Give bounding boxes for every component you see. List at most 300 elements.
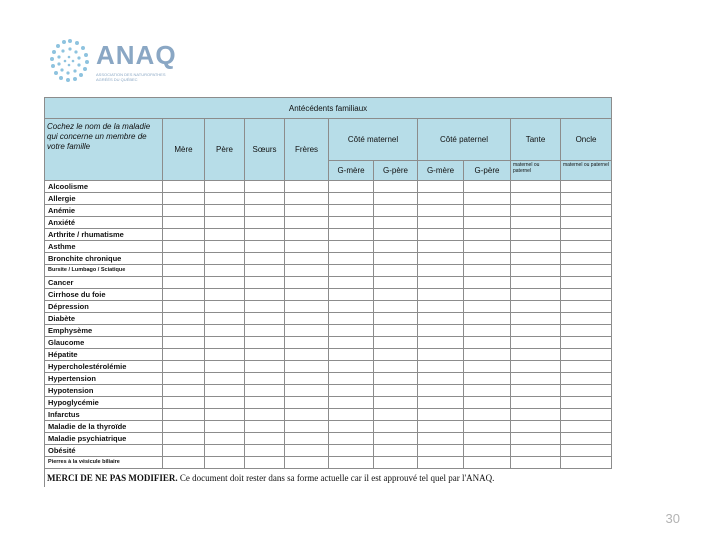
checkbox-cell[interactable] [205, 409, 245, 421]
checkbox-cell[interactable] [329, 361, 374, 373]
checkbox-cell[interactable] [245, 409, 285, 421]
checkbox-cell[interactable] [329, 397, 374, 409]
checkbox-cell[interactable] [418, 361, 464, 373]
condition-label: Hypertension [45, 373, 163, 385]
checkbox-cell[interactable] [464, 361, 511, 373]
checkbox-cell[interactable] [205, 397, 245, 409]
family-history-table [44, 97, 612, 487]
checkbox-cell[interactable] [464, 181, 511, 193]
checkbox-cell[interactable] [329, 241, 374, 253]
table-row [45, 193, 612, 205]
table-title: Antécédents familiaux [45, 98, 612, 119]
checkbox-cell[interactable] [245, 301, 285, 313]
checkbox-cell[interactable] [511, 217, 561, 229]
checkbox-cell[interactable] [418, 277, 464, 289]
checkbox-cell[interactable] [205, 325, 245, 337]
checkbox-cell[interactable] [205, 205, 245, 217]
checkbox-cell[interactable] [418, 265, 464, 277]
checkbox-cell[interactable] [561, 445, 612, 457]
condition-label: Cirrhose du foie [45, 289, 163, 301]
table-row [45, 217, 612, 229]
table-row [45, 349, 612, 361]
checkbox-cell[interactable] [561, 421, 612, 433]
checkbox-cell[interactable] [511, 445, 561, 457]
checkbox-cell[interactable] [418, 181, 464, 193]
checkbox-cell[interactable] [374, 445, 418, 457]
checkbox-cell[interactable] [561, 361, 612, 373]
checkbox-cell[interactable] [163, 253, 205, 265]
checkbox-cell[interactable] [464, 373, 511, 385]
checkbox-cell[interactable] [163, 373, 205, 385]
checkbox-cell[interactable] [511, 373, 561, 385]
checkbox-cell[interactable] [374, 253, 418, 265]
condition-label: Hypotension [45, 385, 163, 397]
checkbox-cell[interactable] [464, 337, 511, 349]
table-row [45, 241, 612, 253]
checkbox-cell[interactable] [561, 397, 612, 409]
checkbox-cell[interactable] [205, 445, 245, 457]
checkbox-cell[interactable] [245, 217, 285, 229]
checkbox-cell[interactable] [418, 325, 464, 337]
checkbox-cell[interactable] [285, 397, 329, 409]
checkbox-cell[interactable] [464, 349, 511, 361]
table-row [45, 409, 612, 421]
checkbox-cell[interactable] [418, 385, 464, 397]
checkbox-cell[interactable] [374, 397, 418, 409]
checkbox-cell[interactable] [511, 385, 561, 397]
checkbox-cell[interactable] [511, 289, 561, 301]
checkbox-cell[interactable] [418, 241, 464, 253]
checkbox-cell[interactable] [163, 217, 205, 229]
checkbox-cell[interactable] [561, 217, 612, 229]
checkbox-cell[interactable] [418, 397, 464, 409]
checkbox-cell[interactable] [285, 349, 329, 361]
checkbox-cell[interactable] [205, 217, 245, 229]
checkbox-cell[interactable] [511, 409, 561, 421]
checkbox-cell[interactable] [245, 433, 285, 445]
checkbox-cell[interactable] [285, 229, 329, 241]
condition-label: Maladie psychiatrique [45, 433, 163, 445]
col-soeurs: Sœurs [245, 119, 285, 181]
table-row [45, 181, 612, 193]
checkbox-cell[interactable] [511, 313, 561, 325]
checkbox-cell[interactable] [464, 253, 511, 265]
checkbox-cell[interactable] [245, 253, 285, 265]
checkbox-cell[interactable] [205, 289, 245, 301]
condition-label: Infarctus [45, 409, 163, 421]
table-row [45, 421, 612, 433]
checkbox-cell[interactable] [329, 289, 374, 301]
col-gpere-maternel: G-père [374, 161, 418, 181]
checkbox-cell[interactable] [329, 181, 374, 193]
checkbox-cell[interactable] [329, 229, 374, 241]
checkbox-cell[interactable] [245, 205, 285, 217]
checkbox-cell[interactable] [245, 397, 285, 409]
checkbox-cell[interactable] [561, 229, 612, 241]
checkbox-cell[interactable] [245, 457, 285, 469]
table-row [45, 325, 612, 337]
checkbox-cell[interactable] [374, 289, 418, 301]
checkbox-cell[interactable] [329, 373, 374, 385]
checkbox-cell[interactable] [511, 457, 561, 469]
checkbox-cell[interactable] [163, 205, 205, 217]
checkbox-cell[interactable] [561, 241, 612, 253]
checkbox-cell[interactable] [245, 241, 285, 253]
checkbox-cell[interactable] [418, 409, 464, 421]
checkbox-cell[interactable] [163, 289, 205, 301]
checkbox-cell[interactable] [245, 181, 285, 193]
checkbox-cell[interactable] [464, 265, 511, 277]
table-row [45, 289, 612, 301]
checkbox-cell[interactable] [163, 277, 205, 289]
checkbox-cell[interactable] [163, 421, 205, 433]
checkbox-cell[interactable] [285, 193, 329, 205]
checkbox-cell[interactable] [511, 397, 561, 409]
checkbox-cell[interactable] [285, 289, 329, 301]
checkbox-cell[interactable] [374, 409, 418, 421]
checkbox-cell[interactable] [464, 205, 511, 217]
condition-label: Cancer [45, 277, 163, 289]
condition-label: Diabète [45, 313, 163, 325]
checkbox-cell[interactable] [374, 181, 418, 193]
checkbox-cell[interactable] [245, 325, 285, 337]
checkbox-cell[interactable] [329, 265, 374, 277]
checkbox-cell[interactable] [561, 289, 612, 301]
checkbox-cell[interactable] [205, 349, 245, 361]
checkbox-cell[interactable] [285, 445, 329, 457]
checkbox-cell[interactable] [561, 385, 612, 397]
checkbox-cell[interactable] [205, 457, 245, 469]
col-mere: Mère [163, 119, 205, 181]
checkbox-cell[interactable] [329, 421, 374, 433]
checkbox-cell[interactable] [511, 241, 561, 253]
checkbox-cell[interactable] [561, 457, 612, 469]
checkbox-cell[interactable] [245, 193, 285, 205]
checkbox-cell[interactable] [329, 325, 374, 337]
table-row [45, 433, 612, 445]
checkbox-cell[interactable] [205, 337, 245, 349]
checkbox-cell[interactable] [285, 409, 329, 421]
checkbox-cell[interactable] [285, 337, 329, 349]
checkbox-cell[interactable] [511, 325, 561, 337]
checkbox-cell[interactable] [245, 313, 285, 325]
checkbox-cell[interactable] [205, 421, 245, 433]
checkbox-cell[interactable] [285, 217, 329, 229]
checkbox-cell[interactable] [285, 277, 329, 289]
oncle-note: maternel ou paternel [561, 161, 612, 181]
checkbox-cell[interactable] [418, 217, 464, 229]
checkbox-cell[interactable] [561, 325, 612, 337]
checkbox-cell[interactable] [511, 253, 561, 265]
table-row [45, 457, 612, 469]
checkbox-cell[interactable] [418, 313, 464, 325]
checkbox-cell[interactable] [285, 433, 329, 445]
checkbox-cell[interactable] [245, 421, 285, 433]
checkbox-cell[interactable] [561, 205, 612, 217]
checkbox-cell[interactable] [285, 421, 329, 433]
checkbox-cell[interactable] [285, 457, 329, 469]
checkbox-cell[interactable] [163, 181, 205, 193]
checkbox-cell[interactable] [374, 373, 418, 385]
checkbox-cell[interactable] [464, 421, 511, 433]
checkbox-cell[interactable] [561, 253, 612, 265]
checkbox-cell[interactable] [464, 289, 511, 301]
checkbox-cell[interactable] [374, 229, 418, 241]
checkbox-cell[interactable] [464, 277, 511, 289]
condition-label: Allergie [45, 193, 163, 205]
checkbox-cell[interactable] [418, 193, 464, 205]
checkbox-cell[interactable] [163, 229, 205, 241]
col-pere: Père [205, 119, 245, 181]
checkbox-cell[interactable] [329, 385, 374, 397]
table-row [45, 253, 612, 265]
checkbox-cell[interactable] [285, 241, 329, 253]
anaq-logo [46, 36, 177, 88]
table-row [45, 265, 612, 277]
col-gmere-paternel: G-mère [418, 161, 464, 181]
checkbox-cell[interactable] [205, 301, 245, 313]
checkbox-cell[interactable] [418, 229, 464, 241]
checkbox-cell[interactable] [163, 313, 205, 325]
checkbox-cell[interactable] [511, 229, 561, 241]
checkbox-cell[interactable] [374, 313, 418, 325]
checkbox-cell[interactable] [285, 385, 329, 397]
checkbox-cell[interactable] [205, 241, 245, 253]
checkbox-cell[interactable] [205, 385, 245, 397]
checkbox-cell[interactable] [163, 265, 205, 277]
checkbox-cell[interactable] [374, 241, 418, 253]
checkbox-cell[interactable] [205, 313, 245, 325]
table-row [45, 361, 612, 373]
checkbox-cell[interactable] [285, 205, 329, 217]
checkbox-cell[interactable] [163, 349, 205, 361]
checkbox-cell[interactable] [374, 433, 418, 445]
checkbox-cell[interactable] [163, 445, 205, 457]
checkbox-cell[interactable] [464, 409, 511, 421]
checkbox-cell[interactable] [511, 205, 561, 217]
checkbox-cell[interactable] [464, 193, 511, 205]
checkbox-cell[interactable] [374, 205, 418, 217]
condition-label: Anxiété [45, 217, 163, 229]
checkbox-cell[interactable] [374, 385, 418, 397]
checkbox-cell[interactable] [329, 433, 374, 445]
condition-label: Hypoglycémie [45, 397, 163, 409]
checkbox-cell[interactable] [374, 217, 418, 229]
checkbox-cell[interactable] [418, 253, 464, 265]
checkbox-cell[interactable] [374, 265, 418, 277]
checkbox-cell[interactable] [561, 181, 612, 193]
checkbox-cell[interactable] [464, 229, 511, 241]
checkbox-cell[interactable] [245, 289, 285, 301]
checkbox-cell[interactable] [418, 337, 464, 349]
table-row [45, 301, 612, 313]
checkbox-cell[interactable] [163, 397, 205, 409]
checkbox-cell[interactable] [205, 433, 245, 445]
checkbox-cell[interactable] [464, 457, 511, 469]
condition-label: Glaucome [45, 337, 163, 349]
checkbox-cell[interactable] [464, 325, 511, 337]
logo-subtitle: ASSOCIATION DES NATUROPATHES AGRÉÉS DU QUÉBEC [96, 72, 166, 82]
checkbox-cell[interactable] [464, 241, 511, 253]
checkbox-cell[interactable] [329, 301, 374, 313]
condition-label: Pierres à la vésicule biliaire [45, 457, 163, 469]
instruction-text: Cochez le nom de la maladie qui concerne un membre de votre famille [45, 119, 163, 181]
condition-label: Hépatite [45, 349, 163, 361]
checkbox-cell[interactable] [374, 325, 418, 337]
checkbox-cell[interactable] [561, 313, 612, 325]
checkbox-cell[interactable] [205, 373, 245, 385]
checkbox-cell[interactable] [511, 433, 561, 445]
checkbox-cell[interactable] [511, 301, 561, 313]
checkbox-cell[interactable] [464, 385, 511, 397]
checkbox-cell[interactable] [163, 409, 205, 421]
checkbox-cell[interactable] [561, 349, 612, 361]
checkbox-cell[interactable] [285, 301, 329, 313]
checkbox-cell[interactable] [205, 193, 245, 205]
checkbox-cell[interactable] [374, 277, 418, 289]
col-gpere-paternel: G-père [464, 161, 511, 181]
checkbox-cell[interactable] [418, 445, 464, 457]
checkbox-cell[interactable] [163, 361, 205, 373]
checkbox-cell[interactable] [418, 289, 464, 301]
checkbox-cell[interactable] [418, 457, 464, 469]
checkbox-cell[interactable] [163, 385, 205, 397]
checkbox-cell[interactable] [418, 373, 464, 385]
checkbox-cell[interactable] [205, 265, 245, 277]
checkbox-cell[interactable] [163, 457, 205, 469]
condition-label: Obésité [45, 445, 163, 457]
checkbox-cell[interactable] [511, 181, 561, 193]
checkbox-cell[interactable] [205, 253, 245, 265]
checkbox-cell[interactable] [285, 361, 329, 373]
checkbox-cell[interactable] [561, 277, 612, 289]
checkbox-cell[interactable] [329, 277, 374, 289]
checkbox-cell[interactable] [374, 337, 418, 349]
footer-text: Ce document doit rester dans sa forme actuelle car il est approuvé tel quel par l'ANAQ. [177, 473, 495, 483]
checkbox-cell[interactable] [285, 313, 329, 325]
checkbox-cell[interactable] [329, 445, 374, 457]
checkbox-cell[interactable] [464, 313, 511, 325]
checkbox-cell[interactable] [418, 421, 464, 433]
checkbox-cell[interactable] [464, 445, 511, 457]
checkbox-cell[interactable] [561, 373, 612, 385]
checkbox-cell[interactable] [329, 409, 374, 421]
checkbox-cell[interactable] [464, 397, 511, 409]
checkbox-cell[interactable] [561, 409, 612, 421]
checkbox-cell[interactable] [329, 205, 374, 217]
checkbox-cell[interactable] [561, 193, 612, 205]
checkbox-cell[interactable] [163, 193, 205, 205]
checkbox-cell[interactable] [205, 181, 245, 193]
checkbox-cell[interactable] [511, 349, 561, 361]
checkbox-cell[interactable] [163, 325, 205, 337]
checkbox-cell[interactable] [285, 373, 329, 385]
logo-dots-icon [46, 36, 94, 86]
checkbox-cell[interactable] [374, 421, 418, 433]
footer-warning: MERCI DE NE PAS MODIFIER. [47, 473, 178, 483]
checkbox-cell[interactable] [205, 229, 245, 241]
checkbox-cell[interactable] [418, 349, 464, 361]
table-row [45, 373, 612, 385]
table-row [45, 445, 612, 457]
condition-label: Alcoolisme [45, 181, 163, 193]
table-row [45, 337, 612, 349]
footer-note [45, 469, 612, 488]
checkbox-cell[interactable] [511, 193, 561, 205]
checkbox-cell[interactable] [374, 349, 418, 361]
checkbox-cell[interactable] [245, 445, 285, 457]
checkbox-cell[interactable] [329, 337, 374, 349]
checkbox-cell[interactable] [163, 241, 205, 253]
checkbox-cell[interactable] [245, 265, 285, 277]
checkbox-cell[interactable] [285, 265, 329, 277]
logo-name: ANAQ [96, 40, 177, 70]
checkbox-cell[interactable] [163, 301, 205, 313]
checkbox-cell[interactable] [245, 349, 285, 361]
checkbox-cell[interactable] [374, 361, 418, 373]
checkbox-cell[interactable] [285, 325, 329, 337]
checkbox-cell[interactable] [511, 337, 561, 349]
checkbox-cell[interactable] [561, 265, 612, 277]
checkbox-cell[interactable] [329, 349, 374, 361]
col-oncle: Oncle [561, 119, 612, 161]
checkbox-cell[interactable] [511, 361, 561, 373]
checkbox-cell[interactable] [245, 277, 285, 289]
checkbox-cell[interactable] [374, 193, 418, 205]
checkbox-cell[interactable] [561, 433, 612, 445]
checkbox-cell[interactable] [329, 313, 374, 325]
checkbox-cell[interactable] [245, 337, 285, 349]
checkbox-cell[interactable] [329, 457, 374, 469]
condition-label: Bronchite chronique [45, 253, 163, 265]
checkbox-cell[interactable] [511, 421, 561, 433]
col-freres: Frères [285, 119, 329, 181]
checkbox-cell[interactable] [329, 253, 374, 265]
checkbox-cell[interactable] [464, 217, 511, 229]
checkbox-cell[interactable] [163, 433, 205, 445]
checkbox-cell[interactable] [561, 337, 612, 349]
checkbox-cell[interactable] [464, 301, 511, 313]
checkbox-cell[interactable] [511, 277, 561, 289]
checkbox-cell[interactable] [285, 253, 329, 265]
checkbox-cell[interactable] [418, 205, 464, 217]
checkbox-cell[interactable] [245, 385, 285, 397]
checkbox-cell[interactable] [374, 301, 418, 313]
checkbox-cell[interactable] [374, 457, 418, 469]
footer-row [45, 469, 612, 488]
checkbox-cell[interactable] [285, 181, 329, 193]
table-row [45, 397, 612, 409]
checkbox-cell[interactable] [511, 265, 561, 277]
condition-label: Hypercholestérolémie [45, 361, 163, 373]
checkbox-cell[interactable] [245, 373, 285, 385]
checkbox-cell[interactable] [245, 229, 285, 241]
checkbox-cell[interactable] [205, 361, 245, 373]
checkbox-cell[interactable] [329, 217, 374, 229]
checkbox-cell[interactable] [329, 193, 374, 205]
checkbox-cell[interactable] [163, 337, 205, 349]
checkbox-cell[interactable] [245, 361, 285, 373]
checkbox-cell[interactable] [464, 433, 511, 445]
checkbox-cell[interactable] [418, 301, 464, 313]
col-cote-maternel: Côté maternel [329, 119, 418, 161]
checkbox-cell[interactable] [561, 301, 612, 313]
condition-label: Emphysème [45, 325, 163, 337]
condition-label: Dépression [45, 301, 163, 313]
checkbox-cell[interactable] [205, 277, 245, 289]
checkbox-cell[interactable] [418, 433, 464, 445]
condition-label: Arthrite / rhumatisme [45, 229, 163, 241]
